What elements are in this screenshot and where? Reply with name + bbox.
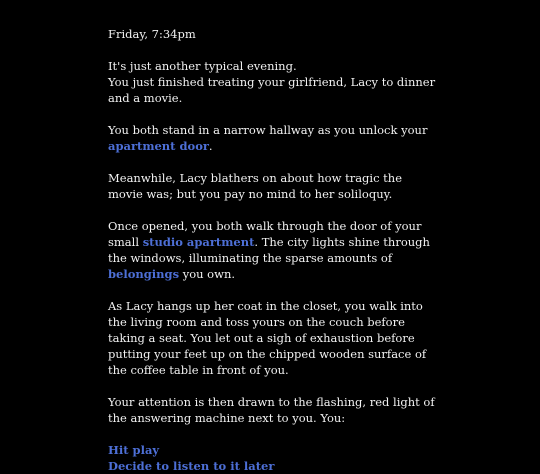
choice-item [108,458,438,474]
opened-end: you own. [179,267,236,281]
opened-text: Once opened, you both walk through the door of your small [108,219,422,249]
hallway-text: You both stand in a narrow hallway as you unlock your [108,123,428,137]
opened-middle: . The city lights shine through the windows, illuminating the sparse amounts of [108,235,430,265]
apartment-door-link[interactable]: apartment door [108,139,209,153]
passage [108,26,438,474]
studio-apartment-link[interactable]: studio apartment [142,235,255,249]
choice-list [108,442,438,474]
hallway-end: . [208,139,213,153]
hit-play-link[interactable]: Hit play [108,443,160,457]
coat-paragraph: As Lacy hangs up her coat in the closet, you walk into the living room and toss yours on the couch before taking a seat. You let out a sigh of exhaustion before putting your feet up on the chipped wooden surface of the coffee table in front of you. [108,299,427,377]
intro-paragraph [108,58,438,106]
opened-paragraph [108,218,438,282]
belongings-link[interactable]: belongings [108,267,180,281]
intro-line-1: It's just another typical evening. [108,59,297,73]
meanwhile-paragraph: Meanwhile, Lacy blathers on about how tragic the movie was; but you pay no mind to her soliloquy. [108,171,403,201]
attention-paragraph: Your attention is then drawn to the flashing, red light of the answering machine next to you. You: [108,395,435,425]
choice-item [108,442,438,458]
hallway-paragraph [108,122,438,154]
intro-line-2: You just finished treating your girlfriend, Lacy to dinner and a movie. [108,75,436,105]
timestamp: Friday, 7:34pm [108,27,196,41]
listen-later-link[interactable]: Decide to listen to it later [108,459,275,473]
